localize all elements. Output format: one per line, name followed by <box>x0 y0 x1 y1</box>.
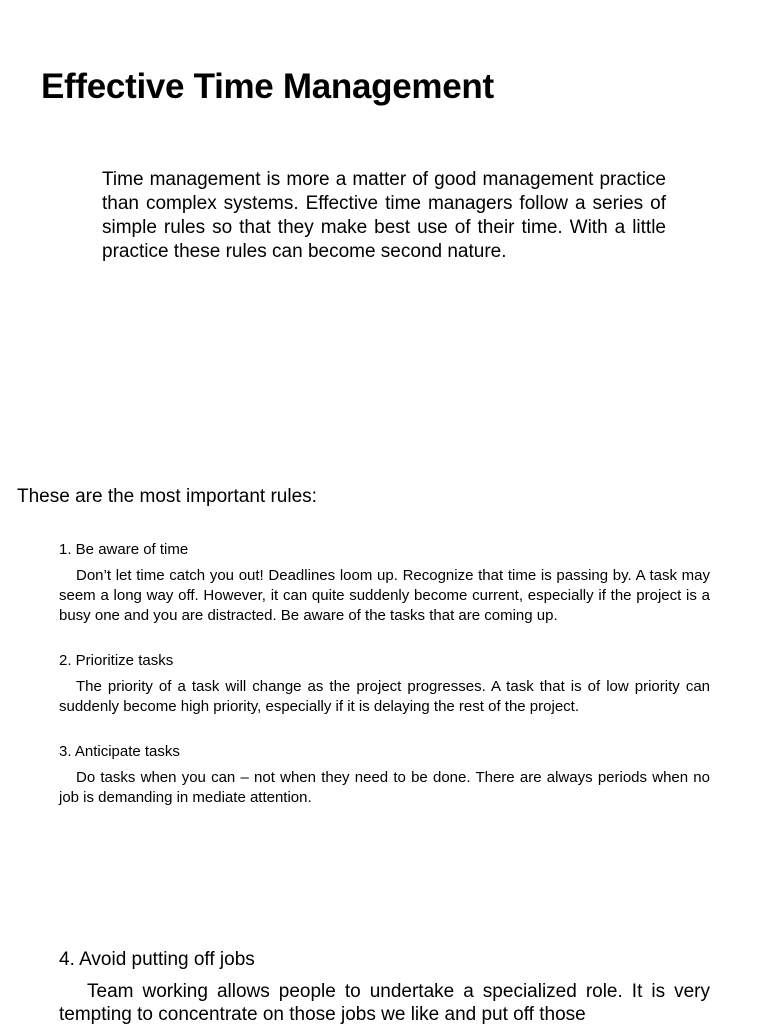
rule-3-body: Do tasks when you can – not when they need to be done. There are always periods when no job is demanding in mediate attention. <box>59 769 710 807</box>
rule-3-title: 3. Anticipate tasks <box>59 743 180 760</box>
rules-heading: These are the most important rules: <box>17 486 317 507</box>
rule-4-title: 4. Avoid putting off jobs <box>59 949 255 970</box>
rule-2-body: The priority of a task will change as the project progresses. A task that is of low priority can suddenly become high priority, especially if it is delaying the rest of the project. <box>59 678 710 716</box>
page-title: Effective Time Management <box>41 67 494 106</box>
rule-1-body: Don’t let time catch you out! Deadlines loom up. Recognize that time is passing by. A task may seem a long way off. However, it can quite suddenly become current, especially if the project is a busy one and you are distracted. Be aware of the tasks that are coming up. <box>59 567 710 625</box>
rule-1-title: 1. Be aware of time <box>59 541 189 558</box>
rule-2-title: 2. Prioritize tasks <box>59 652 174 669</box>
rule-4-body: Team working allows people to undertake a specialized role. It is very tempting to concentrate on those jobs we like and put off those <box>59 981 710 1024</box>
intro-paragraph: Time management is more a matter of good management practice than complex systems. Effective time managers follow a series of simple rules so that they make best use of their time. With a little practice these rules can become second nature. <box>102 169 666 262</box>
